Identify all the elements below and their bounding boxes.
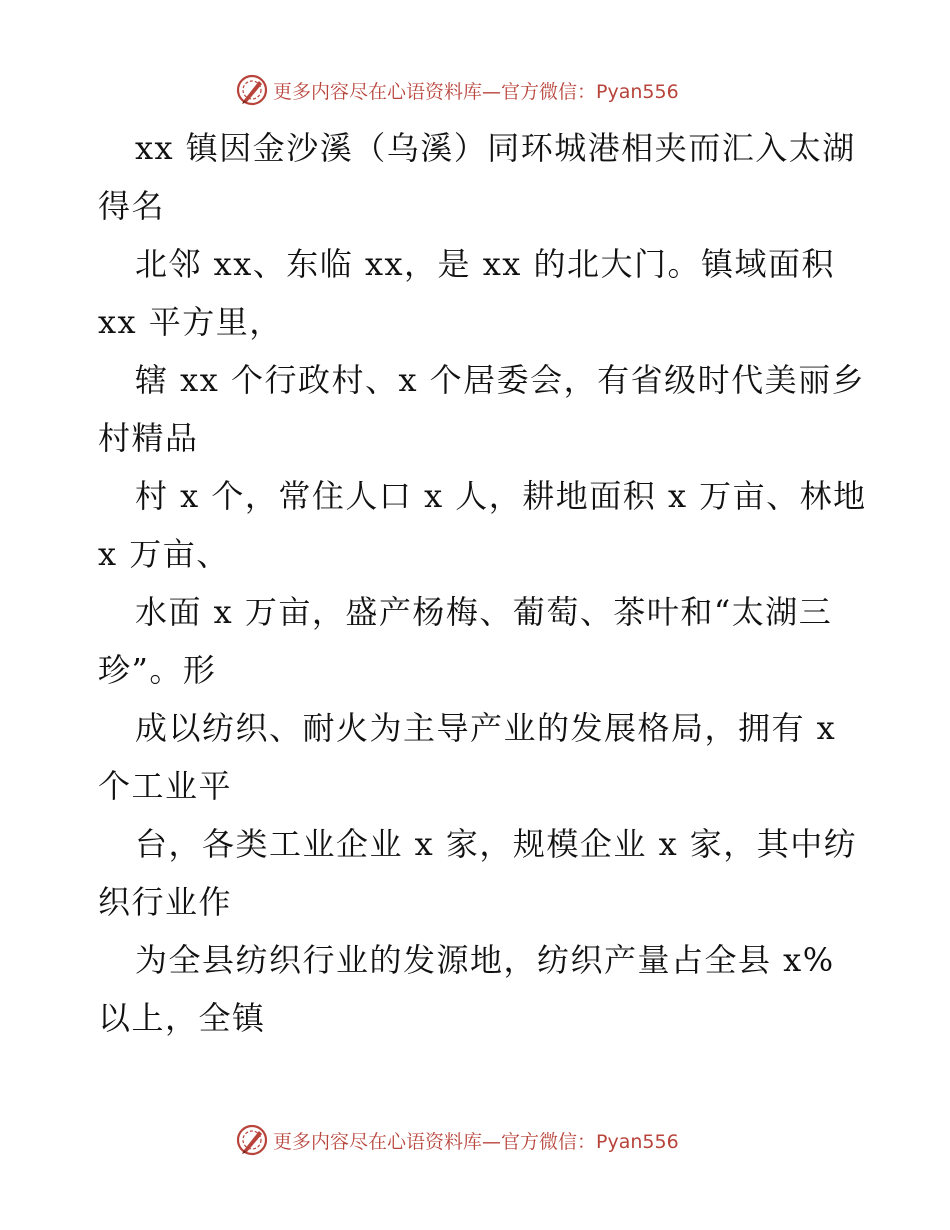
body-text: [98, 119, 868, 1047]
paragraph-5: 水面 x 万亩，盛产杨梅、葡萄、茶叶和“太湖三珍”。形: [98, 593, 833, 689]
paragraph-4: 村 x 个，常住人口 x 人，耕地面积 x 万亩、林地 x 万亩、: [98, 477, 867, 573]
pen-logo-icon: [235, 73, 269, 107]
footer-banner: [235, 1122, 679, 1158]
header-banner: [235, 72, 679, 108]
paragraph-6: 成以纺织、耐火为主导产业的发展格局，拥有 x 个工业平: [98, 709, 837, 805]
paragraph-2: 北邻 xx、东临 xx，是 xx 的北大门。镇域面积 xx 平方里，: [98, 245, 835, 341]
pen-logo-icon: [235, 1123, 269, 1157]
paragraph-8: 为全县纺织行业的发源地，纺织产量占全县 x% 以上，全镇: [98, 941, 835, 1037]
paragraph-7: 台，各类工业企业 x 家，规模企业 x 家，其中纺织行业作: [98, 825, 858, 921]
paragraph-3: 辖 xx 个行政村、x 个居委会，有省级时代美丽乡村精品: [98, 361, 866, 457]
header-banner-text: 更多内容尽在心语资料库—官方微信：Pyan556: [273, 80, 679, 103]
paragraph-1: xx 镇因金沙溪（乌溪）同环城港相夹而汇入太湖得名: [98, 129, 856, 225]
footer-banner-text: 更多内容尽在心语资料库—官方微信：Pyan556: [273, 1130, 679, 1153]
